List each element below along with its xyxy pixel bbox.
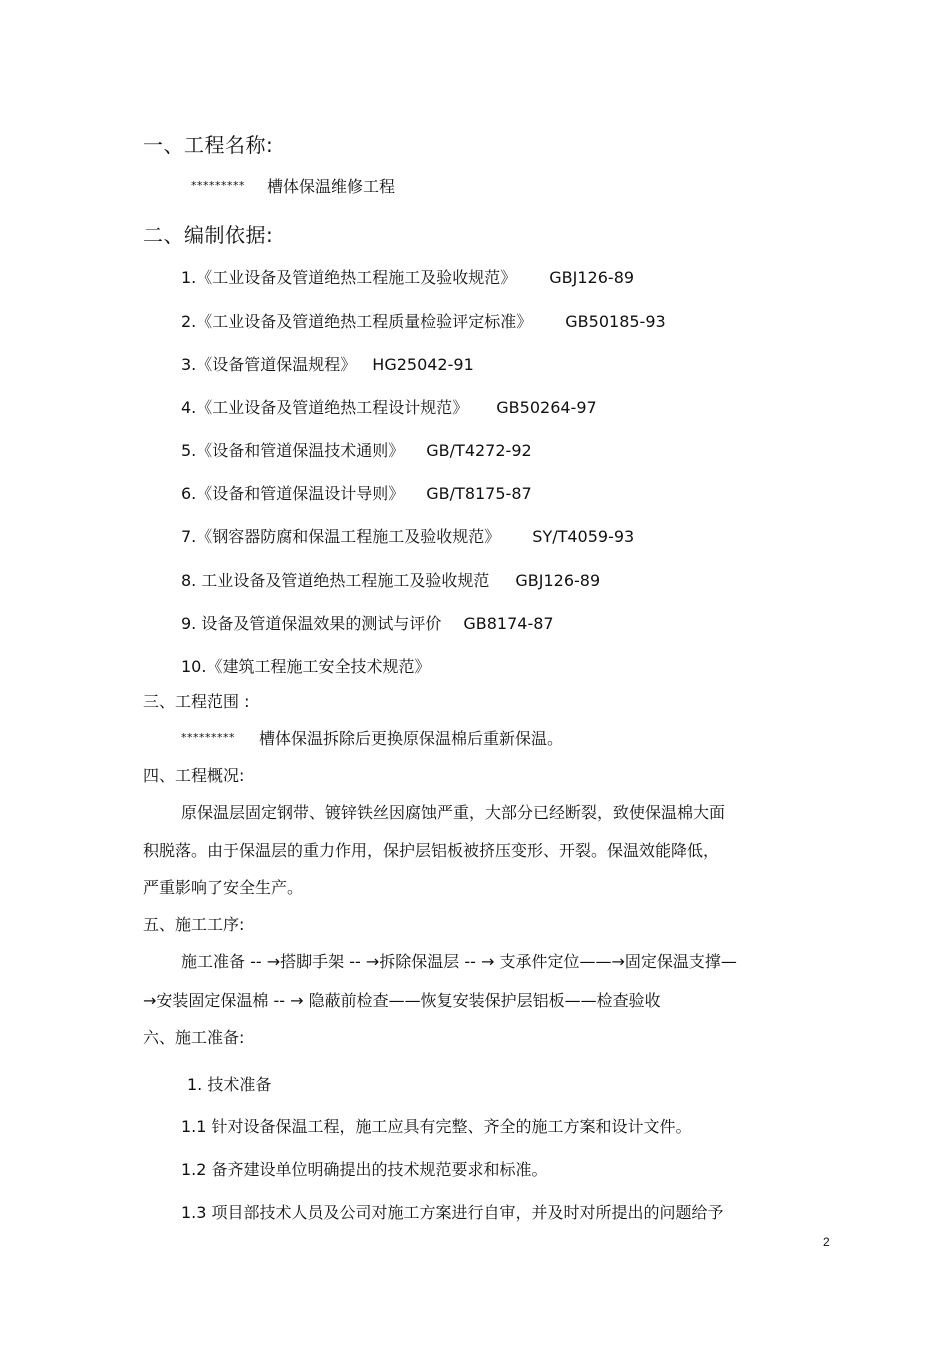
section-4-heading: 四、工程概况: — [143, 766, 245, 785]
procedure-line: 施工准备 -- →搭脚手架 -- →拆除保温层 -- → 支承件定位——→固定保温支撑— — [181, 952, 737, 971]
subsection-heading: 1. 技术准备 — [187, 1075, 272, 1094]
section-5-heading: 五、施工工序: — [143, 915, 245, 934]
scope-line — [181, 726, 563, 749]
section-1-heading: 一、工程名称: — [143, 133, 274, 157]
scope-text: 槽体保温拆除后更换原保温棉后重新保温。 — [259, 729, 564, 748]
overview-paragraph-line: 严重影响了安全生产。 — [143, 878, 304, 897]
project-name-line — [191, 174, 395, 197]
overview-paragraph-line: 积脱落。由于保温层的重力作用，保护层铝板被挤压变形、开裂。保温效能降低， — [143, 841, 720, 860]
overview-paragraph-line: 原保温层固定钢带、镀锌铁丝因腐蚀严重，大部分已经断裂，致使保温棉大面 — [181, 803, 726, 822]
reference-item: 7.《钢容器防腐和保温工程施工及验收规范》 SY/T4059-93 — [181, 527, 635, 546]
preparation-item: 1.3 项目部技术人员及公司对施工方案进行自审，并及时对所提出的问题给予 — [181, 1203, 724, 1222]
preparation-item: 1.2 备齐建设单位明确提出的技术规范要求和标准。 — [181, 1160, 548, 1179]
preparation-item: 1.1 针对设备保温工程，施工应具有完整、齐全的施工方案和设计文件。 — [181, 1117, 692, 1136]
reference-item: 4.《工业设备及管道绝热工程设计规范》 GB50264-97 — [181, 398, 597, 417]
reference-item: 10.《建筑工程施工安全技术规范》 — [181, 657, 431, 676]
reference-item: 3.《设备管道保温规程》 HG25042-91 — [181, 355, 474, 374]
reference-item: 6.《设备和管道保温设计导则》 GB/T8175-87 — [181, 484, 532, 503]
section-2-heading: 二、编制依据: — [143, 223, 274, 247]
procedure-line: →安装固定保温棉 -- → 隐蔽前检查——恢复安装保护层铝板——检查验收 — [143, 991, 661, 1010]
project-name: 槽体保温维修工程 — [267, 177, 396, 196]
reference-item: 8. 工业设备及管道绝热工程施工及验收规范 GBJ126-89 — [181, 571, 601, 590]
reference-item: 9. 设备及管道保温效果的测试与评价 GB8174-87 — [181, 614, 554, 633]
reference-item: 1.《工业设备及管道绝热工程施工及验收规范》 GBJ126-89 — [181, 268, 635, 287]
masked-text: ********* — [181, 731, 235, 744]
page-number: 2 — [823, 1235, 830, 1249]
reference-item: 5.《设备和管道保温技术通则》 GB/T4272-92 — [181, 441, 532, 460]
section-6-heading: 六、施工准备: — [143, 1028, 245, 1047]
section-3-heading: 三、工程范围 : — [143, 692, 250, 711]
reference-item: 2.《工业设备及管道绝热工程质量检验评定标准》 GB50185-93 — [181, 312, 666, 331]
masked-text: ********* — [191, 179, 245, 192]
